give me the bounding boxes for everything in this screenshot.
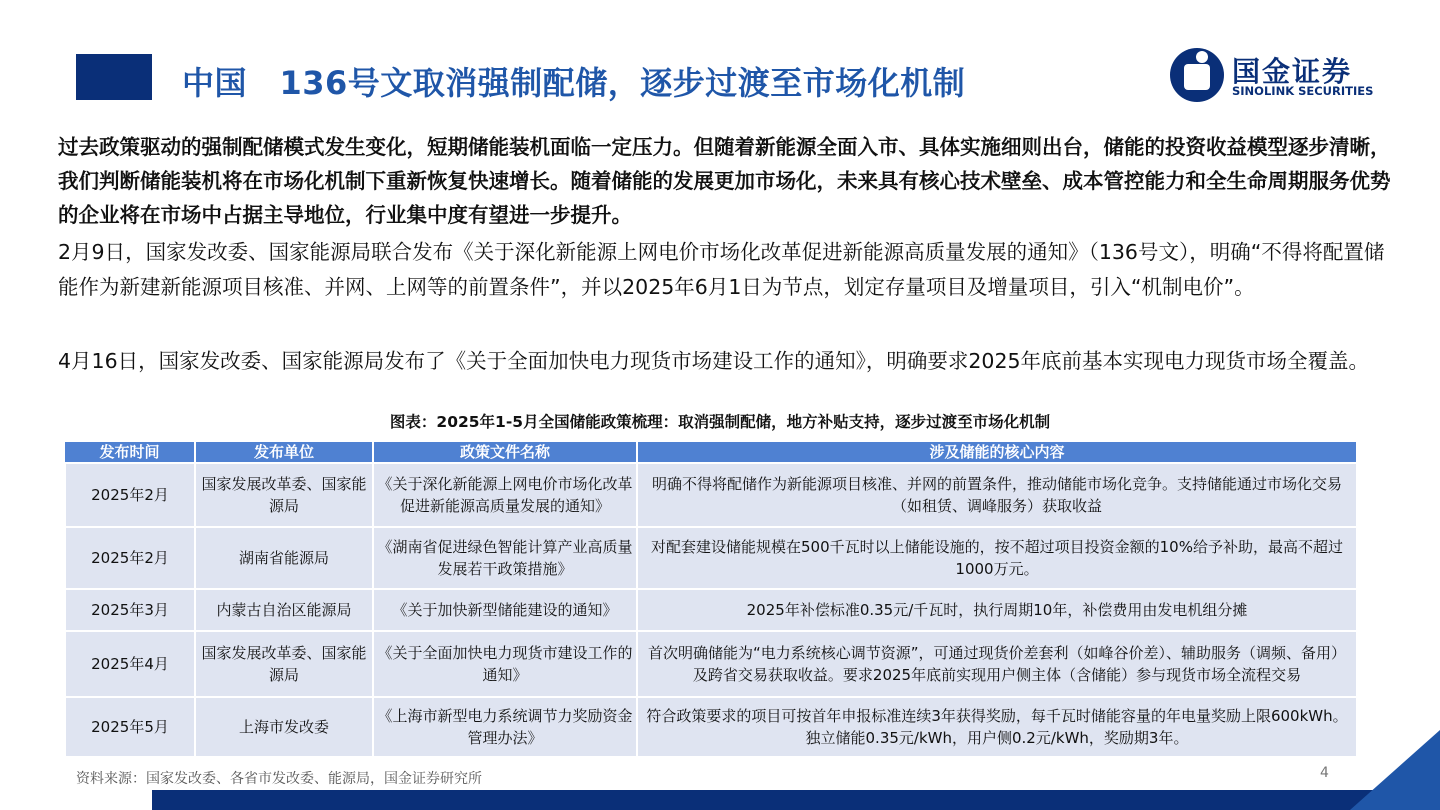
summary-paragraph: 过去政策驱动的强制配储模式发生变化，短期储能装机面临一定压力。但随着新能源全面入市、具体实施细则出台，储能的投资收益模型逐步清晰，我们判断储能装机将在市场化机制下重新恢复快速增长。随着储能的发展更加市场化，未来具有核心技术壁垒、成本管控能力和全生命周期服务优势的企业将在市场中占据主导地位，行业集中度有望进一步提升。: [58, 135, 1391, 227]
table-row: [65, 697, 1357, 757]
cell-doc: 《关于加快新型储能建设的通知》: [373, 589, 637, 631]
cell-doc: 《湖南省促进绿色智能计算产业高质量发展若干政策措施》: [373, 527, 637, 589]
cell-org: 上海市发改委: [195, 697, 373, 757]
table-caption: 图表：2025年1-5月全国储能政策梳理：取消强制配储，地方补贴支持，逐步过渡至市场化机制: [389, 413, 1051, 431]
cell-date: 2025年3月: [65, 589, 195, 631]
table-row: [65, 631, 1357, 697]
logo-text-en: SINOLINK SECURITIES: [1232, 84, 1374, 98]
table-row: [65, 527, 1357, 589]
cell-date: 2025年2月: [65, 527, 195, 589]
header-org: 发布单位: [195, 442, 373, 463]
cell-content: 首次明确储能为“电力系统核心调节资源”，可通过现货价差套利（如峰谷价差）、辅助服务（调频、备用）及跨省交易获取收益。要求2025年底前实现用户侧主体（含储能）参与现货市场全流程交易: [637, 631, 1357, 697]
cell-date: 2025年4月: [65, 631, 195, 697]
cell-content: 符合政策要求的项目可按首年申报标准连续3年获得奖励，每千瓦时储能容量的年电量奖励上限600kWh。独立储能0.35元/kWh，用户侧0.2元/kWh，奖励期3年。: [637, 697, 1357, 757]
logo-mark-icon: [1170, 48, 1224, 102]
table-row: [65, 589, 1357, 631]
cell-doc: 《上海市新型电力系统调节力奖励资金管理办法》: [373, 697, 637, 757]
cell-content: 对配套建设储能规模在500千瓦时以上储能设施的，按不超过项目投资金额的10%给予补助，最高不超过1000万元。: [637, 527, 1357, 589]
cell-org: 内蒙古自治区能源局: [195, 589, 373, 631]
table-header-row: [65, 442, 1357, 463]
header-doc: 政策文件名称: [373, 442, 637, 463]
cell-org: 国家发展改革委、国家能源局: [195, 631, 373, 697]
cell-date: 2025年5月: [65, 697, 195, 757]
cell-date: 2025年2月: [65, 463, 195, 527]
table-row: [65, 463, 1357, 527]
cell-org: 国家发展改革委、国家能源局: [195, 463, 373, 527]
policy-paragraph-spot-market: 4月16日，国家发改委、国家能源局发布了《关于全面加快电力现货市场建设工作的通知》，明确要求2025年底前基本实现电力现货市场全覆盖。: [58, 349, 1370, 373]
logo-text-cn: 国金证券: [1232, 55, 1353, 88]
cell-content: 2025年补偿标准0.35元/千瓦时，执行周期10年，补偿费用由发电机组分摊: [637, 589, 1357, 631]
cell-doc: 《关于深化新能源上网电价市场化改革促进新能源高质量发展的通知》: [373, 463, 637, 527]
sinolink-logo: [1170, 48, 1406, 104]
corner-decoration: [1350, 730, 1440, 810]
page-title: 中国 136号文取消强制配储，逐步过渡至市场化机制: [182, 64, 966, 102]
policy-table: [64, 442, 1358, 758]
title-accent-bar: [76, 54, 152, 100]
source-note: 资料来源：国家发改委、各省市发改委、能源局，国金证券研究所: [76, 771, 482, 787]
cell-org: 湖南省能源局: [195, 527, 373, 589]
page-number: 4: [1320, 765, 1329, 781]
policy-paragraph-136: 2月9日，国家发改委、国家能源局联合发布《关于深化新能源上网电价市场化改革促进新能源高质量发展的通知》（136号文），明确“不得将配置储能作为新建新能源项目核准、并网、上网等的前置条件”，并以2025年6月1日为节点，划定存量项目及增量项目，引入“机制电价”。: [58, 240, 1385, 299]
header-date: 发布时间: [65, 442, 195, 463]
footer-band: [152, 790, 1440, 810]
cell-doc: 《关于全面加快电力现货市建设工作的通知》: [373, 631, 637, 697]
cell-content: 明确不得将配储作为新能源项目核准、并网的前置条件，推动储能市场化竞争。支持储能通过市场化交易（如租赁、调峰服务）获取收益: [637, 463, 1357, 527]
header-content: 涉及储能的核心内容: [637, 442, 1357, 463]
